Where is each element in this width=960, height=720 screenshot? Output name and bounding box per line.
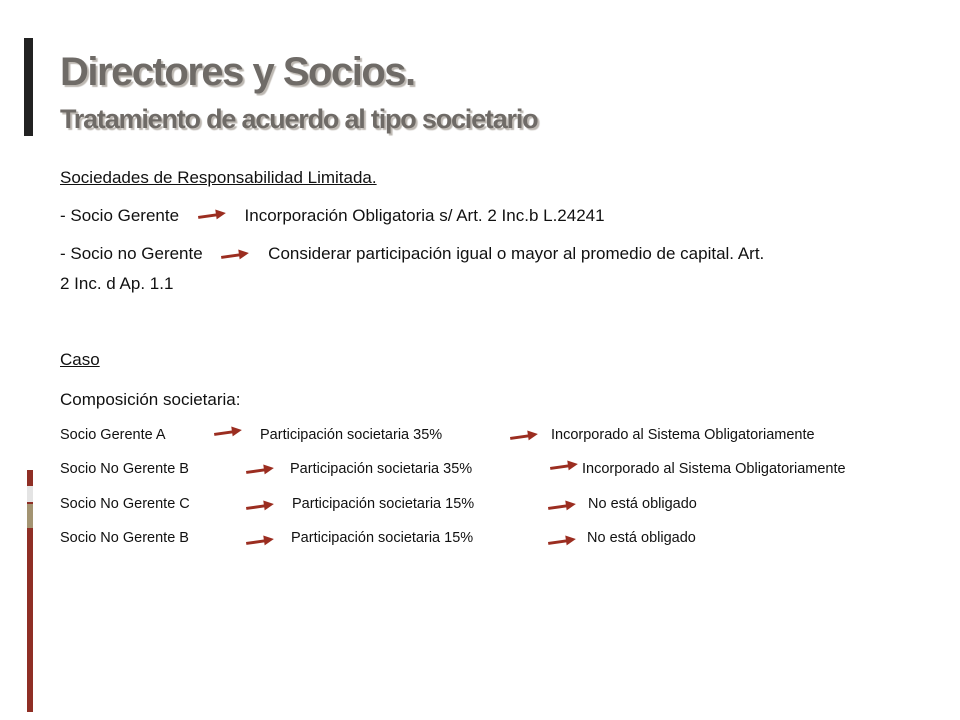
socio-gerente-line bbox=[60, 206, 605, 226]
arrow-icon bbox=[198, 208, 226, 222]
left-accent-tan-block bbox=[27, 504, 33, 528]
socio-no-gerente-cont: 2 Inc. d Ap. 1.1 bbox=[60, 274, 174, 293]
socio-label: Socio No Gerente C bbox=[60, 496, 190, 512]
list-item bbox=[60, 427, 940, 449]
socio-no-gerente-line bbox=[60, 244, 764, 264]
socio-label: Socio No Gerente B bbox=[60, 461, 189, 477]
list-item bbox=[60, 461, 940, 483]
resultado-label: No está obligado bbox=[587, 530, 696, 546]
participacion-label: Participación societaria 15% bbox=[291, 530, 474, 546]
arrow-icon bbox=[510, 429, 538, 443]
caso-heading: Caso bbox=[60, 350, 100, 369]
left-accent-gray-block bbox=[27, 486, 33, 502]
arrow-icon bbox=[246, 499, 274, 513]
composicion-heading: Composición societaria: bbox=[60, 390, 241, 409]
participacion-label: Participación societaria 15% bbox=[292, 496, 475, 512]
resultado-label: Incorporado al Sistema Obligatoriamente bbox=[582, 461, 846, 477]
participacion-label: Participación societaria 35% bbox=[290, 461, 473, 477]
participacion-label: Participación societaria 35% bbox=[260, 427, 443, 443]
socio-no-gerente-text: Considerar participación igual o mayor al promedio de capital. Art. bbox=[268, 244, 765, 263]
slide-title: Directores y Socios. bbox=[60, 50, 415, 94]
socio-gerente-label: - Socio Gerente bbox=[60, 206, 180, 225]
resultado-label: Incorporado al Sistema Obligatoriamente bbox=[551, 427, 815, 443]
slide-subtitle: Tratamiento de acuerdo al tipo societario bbox=[60, 104, 538, 134]
list-item bbox=[60, 496, 940, 518]
resultado-label: No está obligado bbox=[588, 496, 697, 512]
arrow-icon bbox=[221, 248, 249, 262]
arrow-icon bbox=[246, 463, 274, 477]
socio-no-gerente-label: - Socio no Gerente bbox=[60, 244, 203, 263]
list-item bbox=[60, 530, 940, 552]
arrow-icon bbox=[548, 534, 576, 548]
arrow-icon bbox=[246, 534, 274, 548]
arrow-icon bbox=[214, 425, 242, 439]
socio-label: Socio No Gerente B bbox=[60, 530, 189, 546]
socio-gerente-text: Incorporación Obligatoria s/ Art. 2 Inc.b L.24241 bbox=[244, 206, 605, 225]
arrow-icon bbox=[550, 459, 578, 473]
arrow-icon bbox=[548, 499, 576, 513]
srl-heading: Sociedades de Responsabilidad Limitada. bbox=[60, 168, 377, 187]
socio-label: Socio Gerente A bbox=[60, 427, 166, 443]
top-left-decorative-bar bbox=[24, 38, 33, 136]
